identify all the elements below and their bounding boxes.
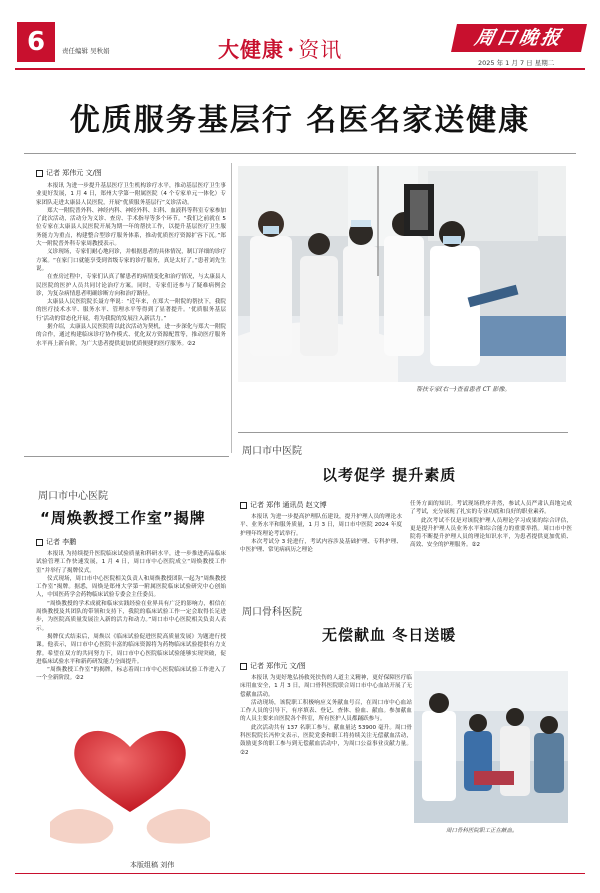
paragraph: 本报讯 为更好地弘扬救死扶伤的人道主义精神，更好保障医疗临床用血安全，1 月 3 日，周口骨科医院联合周口市中心血站开展了无偿献血活动。 <box>240 675 412 698</box>
heart-icon <box>30 712 230 852</box>
paragraph: 活动现场，该院职工积极响应义务献血号召，在周口市中心血站工作人员的引导下，有序填表、登记、查体、验血、献血。参加献血的人员主要来自医院各个科室，所有医护人员都踊跃参与。 <box>240 699 412 723</box>
paragraph: 此次考试不仅是对该院护理人员理论学习成果的综合评估，更是提升护理人员业务水平和综合能力的重要举措。周口市中医院将不断提升护理人员的理论知识水平，为患者提供更加优质、高效、安全的护理服务。②2 <box>410 517 572 549</box>
paragraph: 太康县人民医院院长聂方华说：“近年来，在郑大一附院的帮扶下，我院的医疗技术水平、服务水平、管理水平等得到了显著提升。‘优质服务基层行’活动的常态化开展，将为我院的发展注入新活力。” <box>36 299 226 322</box>
paragraph: 揭牌仪式结束后，周焕以《临床试验促进医院高质量发展》为题进行授课。他表示，周口市中心医院丰富的临床资源将为药物临床试验提供有力支撑。希望在双方的共同努力下，周口市中心医院临床试验能够实现突破，促进临床试验水平和新药研发能力全面提升。 <box>36 633 226 665</box>
paragraph: 在查房过程中，专家们认真了解患者的病情变化和治疗情况，与太康县人民医院的医护人员共同讨论治疗方案。同时，专家们还参与了疑难病例会诊，为复杂病情患者明确诊断方向和治疗路径。 <box>36 274 226 297</box>
page-number-badge: 6 <box>17 22 55 62</box>
paragraph: 此次活动共有 137 名职工参与，献血量达 53900 毫升。周口骨科医院院长冯仲文表示，医院党委和职工将持续关注无偿献血活动，鼓励更多的职工参与到无偿献血活动中，为周口公益事业贡献力量。②2 <box>240 724 412 756</box>
article-3-title: 以考促学 提升素质 <box>322 466 457 484</box>
byline-text: 记者 李鹏 <box>46 538 77 546</box>
paragraph: 本报讯 为进一步提升基层医疗卫生机构诊疗水平，推动基层医疗卫生事业更好发展，1 月 4 日，郑州大学第一附属医院（4 个专家单元一体化）专家团队走进太康县人民医院，开展“优质服务基层行”义诊活动。 <box>36 183 226 206</box>
paragraph: 据介绍，太康县人民医院将以此次活动为契机，进一步深化与郑大一附院的合作，通过构建临床诊疗协作模式、优化双方资源配置等，推动医疗服务水平再上新台阶，为广大患者提供更加优质便捷的医疗服务。②2 <box>36 324 226 347</box>
article-2-kicker: 周口市中心医院 <box>38 491 108 502</box>
headline-rule <box>24 153 576 154</box>
section-divider <box>24 456 229 457</box>
main-article-byline <box>36 168 102 178</box>
section-sub-label: 资讯 <box>298 38 343 62</box>
paragraph: 任务方面的知识。考试现场秩序井然，参试人员严肃认真地完成了考试，充分展现了扎实的专业功底和良好的职业素养。 <box>410 501 572 516</box>
header-rule <box>15 68 585 70</box>
heart-hands-illustration <box>30 712 230 852</box>
byline-square-icon <box>240 663 247 670</box>
article-3-body-right <box>410 500 572 572</box>
paragraph: 义诊现场，专家们耐心地问诊，并根据患者的具体情况，制订详细的诊疗方案。“在家门口就能享受到省级专家的诊疗服务，真是太好了。”患者刘先生说。 <box>36 249 226 272</box>
section-main-label: 大健康 <box>218 37 284 62</box>
column-divider <box>231 163 232 453</box>
paragraph: 本报讯 为进一步提高护理队伍建设，提升护理人员的理论水平、业务水平和服务质量，1 月 3 日，周口市中医院 2024 年度护理年终理论考试举行。 <box>240 514 402 537</box>
article-3-body-left <box>240 513 402 573</box>
article-3-byline <box>240 500 327 510</box>
article-4-body <box>240 674 412 832</box>
byline-text: 记者 郑伟 通讯员 赵文博 <box>250 501 327 509</box>
paragraph: “周焕教授工作室”的揭牌，标志着周口市中心医院临床试验工作进入了一个全新阶段。②2 <box>36 667 226 682</box>
byline-square-icon <box>36 539 43 546</box>
article-2-body <box>36 550 226 705</box>
section-separator: · <box>287 37 296 62</box>
main-article-body <box>36 182 226 452</box>
paragraph: 郑大一附院普外科、神经内科、神经外科、妇科、血液科等科室专家参加了此次活动，活动分为义诊、查房、手术指导等多个环节。“我们之前就在 5 位专家在太康县人民医院开展为期一年的帮扶工作，以提升基层医疗卫生服务能力为重点，构建整合型诊疗服务体系，推动优质医疗资源扩容下沉。”郑大一附院普外科专家周教授表示。 <box>36 207 226 248</box>
article-2-byline <box>36 537 76 547</box>
paragraph: 本报讯 为持续提升医院临床试验质量和科研水平，进一步推进药品临床试验管理工作快速发展，1 月 4 日，周口市中心医院成立“周焕教授工作室”并举行了揭牌仪式。 <box>36 551 226 574</box>
blood-donation-photo-illustration <box>414 671 568 823</box>
paragraph: 仪式现场，周口市中心医院相关负责人和周焕教授团队一起为“周焕教授工作室”揭牌。据悉，周焕是郑州大学第一附属医院临床试验研究中心创始人，中国医药学会药物临床试验专委会主任委员。 <box>36 575 226 599</box>
article-3-kicker: 周口市中医院 <box>242 446 302 457</box>
paragraph: 本次考试分 3 轮进行，考试内容涉及基础护理、专科护理、中医护理、常见病病历之理论 <box>240 538 402 554</box>
photo-caption: 周口骨科医院职工正在献血。 <box>446 828 518 834</box>
article-4-kicker: 周口骨科医院 <box>242 607 302 618</box>
section-divider <box>238 432 568 433</box>
photo-caption: 帮扶专家(右一)查看患者 CT 影像。 <box>416 386 511 393</box>
dateline: 2025 年 1 月 7 日 星期二 <box>478 59 555 67</box>
article-4-byline <box>240 661 306 671</box>
editor-credit: 责任编辑 吴秋娟 <box>62 47 110 55</box>
newspaper-brand-logo: 周口晚报 <box>451 24 587 52</box>
main-article-photo <box>238 166 566 382</box>
byline-square-icon <box>240 502 247 509</box>
byline-square-icon <box>36 170 43 177</box>
page-header <box>0 0 600 72</box>
doctors-ct-photo-illustration <box>238 166 566 382</box>
byline-text: 记者 郑伟元 文/图 <box>250 662 306 670</box>
section-title <box>218 34 342 64</box>
footer-design-credit: 本版组稿 刘伟 <box>130 861 175 869</box>
main-headline: 优质服务基层行 名医名家送健康 <box>69 103 531 138</box>
paragraph: “周焕教授的学术成就和临床实践经验在业界具有广泛的影响力，相信在周焕教授及其团队的带领和支持下，我院的临床试验工作一定会取得长足进步，为医院高质量发展注入新的活力和动力。”周口市中心医院相关负责人表示。 <box>36 600 226 632</box>
byline-text: 记者 郑伟元 文/图 <box>46 169 102 177</box>
article-2-title: “周焕教授工作室”揭牌 <box>40 509 206 527</box>
blood-donation-photo <box>414 671 568 823</box>
article-4-title: 无偿献血 冬日送暖 <box>322 626 457 644</box>
footer-rule <box>15 873 585 874</box>
